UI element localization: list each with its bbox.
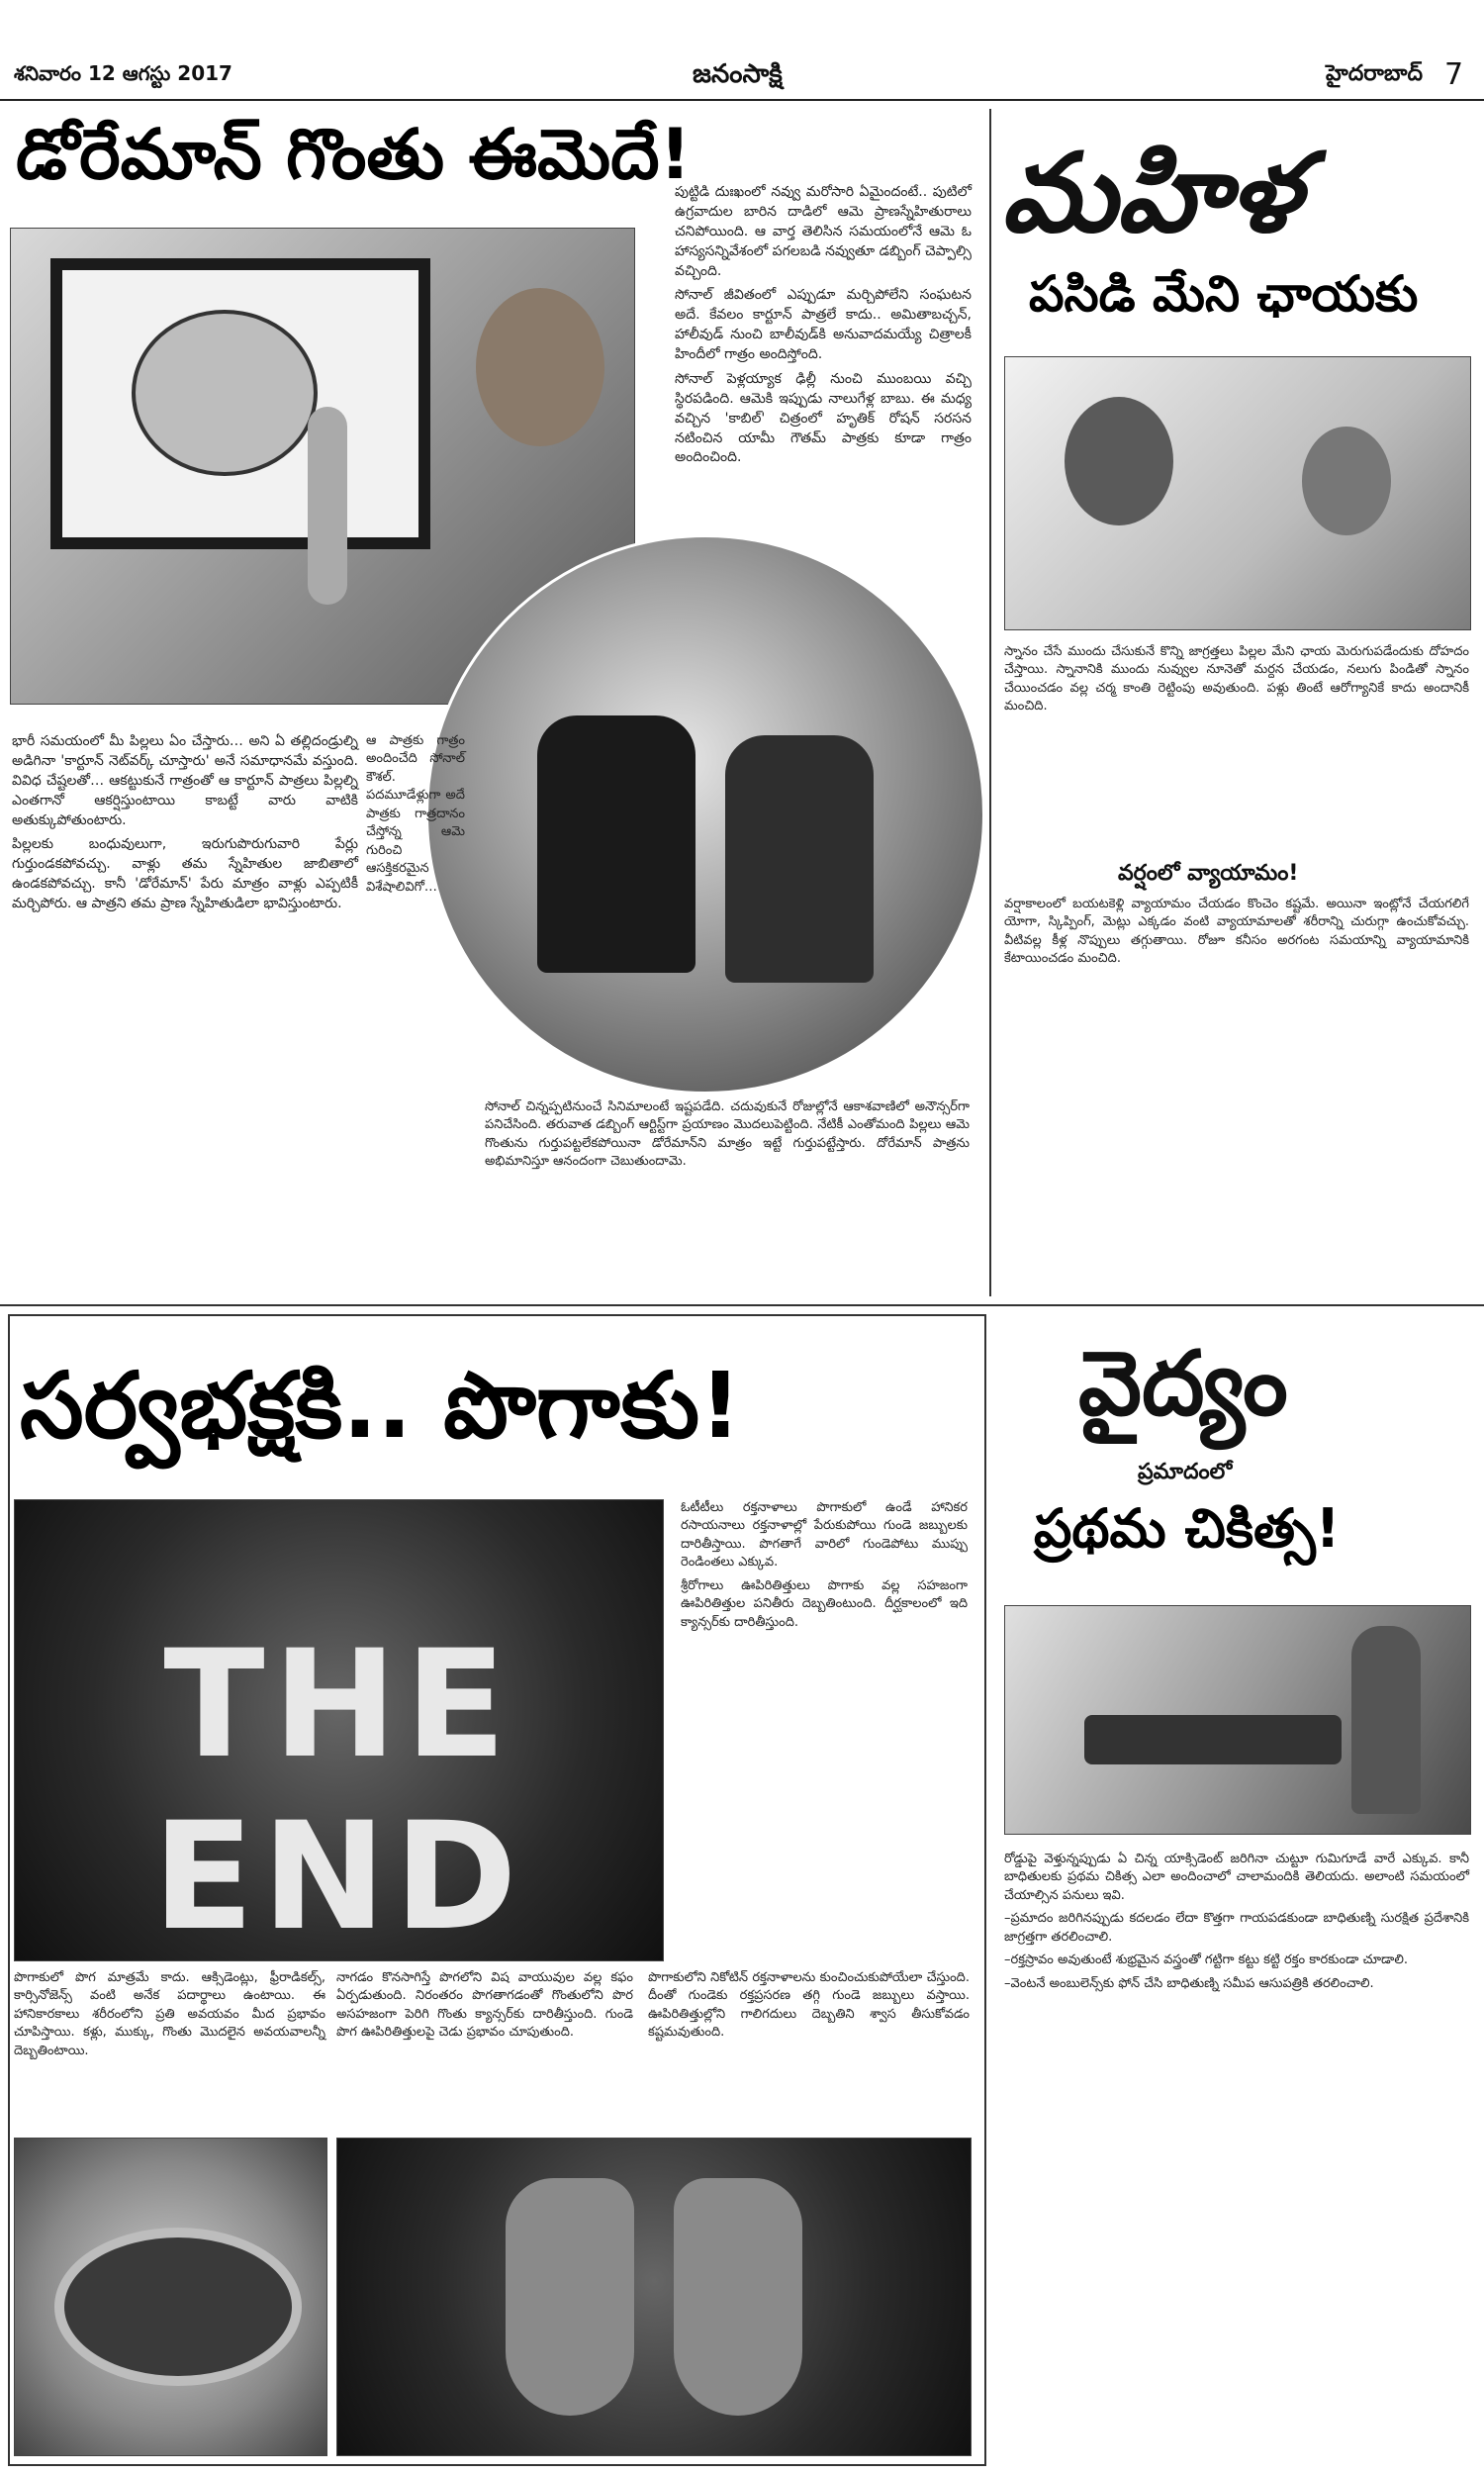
vaidyam-body-p3: –రక్తస్రావం అవుతుంటే శుభ్రమైన వస్త్రంతో గట్టిగా కట్టు కట్టి రక్తం కారకుండా చూడాలి. [1004, 1952, 1408, 1968]
tobacco-column-2: నాగడం కొనసాగిస్తే పొగలోని విష వాయువుల వల్ల కఫం ఏర్పడుతుంది. నిరంతరం పొగతాగడంతో గొంతులోని పొర అసహజంగా పెరిగి గొంతు క్యాన్సర్‌కు దారితీస్తుంది. గుండె పొగ ఊపిరితిత్తులపై చెడు ప్రభావం చూపుతుంది. [336, 1970, 633, 2041]
woman-face-image [476, 288, 604, 446]
mother-daughter-photo [1004, 356, 1471, 630]
mouth-cigarettes-photo [14, 2138, 327, 2456]
mother-image [1065, 397, 1173, 525]
lungs-xray-photo [336, 2138, 972, 2456]
column-divider [989, 109, 991, 1296]
vaidyam-body [1004, 1851, 1469, 1998]
vaidyam-logo: వైద్యం [1078, 1331, 1288, 1436]
vaidyam-body-p4: –వెంటనే అంబులెన్స్‌కు ఫోన్ చేసి బాధితుణ్ని సమీప ఆసుపత్రికి తరలించాలి. [1004, 1975, 1374, 1991]
vaidyam-body-p1: రోడ్డుపై వెళ్తున్నప్పుడు ఏ చిన్న యాక్సిడెంట్ జరిగినా చుట్టూ గుమిగూడే వారే ఎక్కువ. కానీ బాధితులకు ప్రథమ చికిత్స ఎలా అందించాలో చాలామందికి తెలియదు. అలాంటి సమయంలో చేయాల్సిన పనులు ఇవి. [1004, 1852, 1469, 1903]
cigarette-the-end-photo [14, 1499, 664, 1961]
doremon-column-3 [675, 183, 972, 473]
section-divider [0, 1304, 1484, 1306]
woman-figure-image [725, 735, 874, 983]
tobacco-side-p2: శ్రీరోగాలు ఊపిరితిత్తులు పొగాకు వల్ల సహజంగా ఊపిరితిత్తుల పనితీరు దెబ్బతింటుంది. దీర్ఘకాలంలో ఇది క్యాన్సర్‌కు దారితీస్తుంది. [681, 1577, 968, 1630]
tobacco-side-p1: ఓటీటీలు రక్తనాళాలు పొగాకులో ఉండే హానికర రసాయనాలు రక్తనాళాల్లో పేరుకుపోయి గుండె జబ్బులకు దారితీస్తాయి. పొగతాగే వారిలో గుండెపోటు ముప్పు రెండింతలు ఎక్కువ. [681, 1500, 968, 1571]
doremon-column-bottom [485, 1098, 970, 1177]
mouth-image [54, 2228, 302, 2386]
mahila-logo: మహిళ [1001, 129, 1301, 256]
edition-city: హైదరాబాద్ [1326, 61, 1423, 86]
doremon-intro-p1: భారీ సమయంలో మీ పిల్లలు ఏం చేస్తారు… అని ఏ తల్లిదండ్రుల్ని అడిగినా 'కార్టూన్ నెట్‌వర్క్ చూస్తారు' అనే సమాధానమే వస్తుంది. వివిధ చేష్టలతో… ఆకట్టుకునే గాత్రంతో ఆ కార్టూన్ పాత్రలు పిల్లల్ని ఎంతగానో ఆకర్షిస్తుంటాయి కాబట్టే వారు వాటికి అతుక్కుపోతుంటారు. [12, 733, 358, 828]
issue-date: శనివారం 12 ఆగస్టు 2017 [14, 61, 232, 85]
mahila-subtitle: పసిడి మేని ఛాయకు [1029, 265, 1419, 323]
stretcher-image [1084, 1715, 1342, 1764]
ambulance-stretcher-photo [1004, 1605, 1471, 1835]
man-figure-image [537, 715, 696, 973]
child-image [1302, 427, 1391, 535]
the-end-caption: THE END [152, 1619, 525, 1961]
doremon-mid-p: ఆ పాత్రకు గాత్రం అందించేది సోనాల్ కౌశల్. పదమూడేళ్లుగా అదే పాత్రకు గాత్రదానం చేస్తోన్న ఆమె గురించి ఆసక్తికరమైన విశేషాలివిగో… [366, 733, 465, 895]
paramedic-image [1351, 1626, 1421, 1814]
cartoon-icon [132, 310, 318, 476]
doremon-right-p3: సోనాల్ పెళ్లయ్యాక ఢిల్లీ నుంచి ముంబయి వచ్చి స్థిరపడింది. ఆమెకి ఇప్పుడు నాలుగేళ్ల బాబు. ఈ మధ్య వచ్చిన 'కాబిల్' చిత్రంలో హృతిక్ రోషన్ సరసన నటించిన యామీ గౌతమ్ పాత్రకు కూడా గాత్రం అందించింది. [675, 370, 972, 466]
vaidyam-subtitle: ప్రథమ చికిత్స! [1034, 1497, 1341, 1560]
tv-screen-image [50, 258, 430, 549]
exercise-body: వర్షాకాలంలో బయటకెళ్లి వ్యాయామం చేయడం కొంచెం కష్టమే. అయినా ఇంట్లోనే చేయగలిగే యోగా, స్కిప్పింగ్, మెట్లు ఎక్కడం వంటి వ్యాయామాలతో శరీరాన్ని చురుగ్గా ఉంచుకోవచ్చు. వీటివల్ల కీళ్ల నొప్పులు తగ్గుతాయి. రోజూ కనీసం అరగంట సమయాన్ని వ్యాయామానికి కేటాయించడం మంచిది. [1004, 897, 1469, 967]
doremon-column-1 [12, 732, 358, 919]
mahila-body: స్నానం చేసే ముందు చేసుకునే కొన్ని జాగ్రత్తలు పిల్లల మేని ఛాయ మెరుగుపడేందుకు దోహదం చేస్తాయి. స్నానానికి ముందు నువ్వుల నూనెతో మర్దన చేయడం, నలుగు పిండితో స్నానం చేయించడం వల్ల చర్మ కాంతి రెట్టింపు అవుతుంది. పళ్లు తింటే ఆరోగ్యానికే కాదు అందానికీ మంచిది. [1004, 644, 1469, 714]
page-number: 7 [1444, 57, 1464, 92]
vaidyam-body-p2: –ప్రమాదం జరిగినప్పుడు కదలడం లేదా కొత్తగా గాయపడకుండా బాధితుణ్ని సురక్షిత ప్రదేశానికి జాగ్రత్తగా తరలించాలి. [1004, 1911, 1469, 1945]
exercise-title: వర్షంలో వ్యాయామం! [1118, 861, 1299, 886]
tobacco-side-column [681, 1499, 968, 1637]
tobacco-headline: సర్వభక్షకి.. పొగాకు! [20, 1353, 742, 1459]
doremon-headline: డోరేమాన్ గొంతు ఈమెదే! [16, 114, 692, 195]
right-lung-image [674, 2178, 802, 2416]
tobacco-column-1: పొగాకులో పొగ మాత్రమే కాదు. ఆక్సిడెంట్లు, ఫ్రీరాడికల్స్, కార్సినోజెన్స్ వంటి అనేక పదార్థాలు ఉంటాయి. ఈ హానికారకాలు శరీరంలోని ప్రతి అవయవం మీద ప్రభావం చూపిస్తాయి. కళ్లు, ముక్కు, గొంతు మొదలైన అవయవాలన్నీ దెబ్బతింటాయి. [14, 1970, 325, 2058]
vaidyam-subtitle-small: ప్రమాదంలో [1138, 1460, 1233, 1484]
tobacco-column-3: పొగాకులోని నికోటిన్ రక్తనాళాలను కుంచించుకుపోయేలా చేస్తుంది. దీంతో గుండెకు రక్తప్రసరణ తగ్గి గుండె జబ్బులు వస్తాయి. ఊపిరితిత్తుల్లోని గాలిగదులు దెబ్బతిని శ్వాస తీసుకోవడం కష్టమవుతుంది. [648, 1970, 970, 2041]
doremon-right-p1: పుట్టిడి దుఃఖంలో నవ్వు మరోసారి ఏమైందంటే.. పుటిలో ఉగ్రవాదుల బారిన దాడిలో ఆమె ప్రాణస్నేహితురాలు చనిపోయింది. ఆ వార్త తెలిసిన సమయంలోనే ఆమె ఓ హాస్యసన్నివేశంలో పగలబడి నవ్వుతూ డబ్బింగ్ చెప్పాల్సి వచ్చింది. [675, 184, 972, 279]
page-header [0, 0, 1484, 101]
hrithik-sonal-circle-photo [425, 534, 985, 1095]
doremon-column-2 [366, 732, 465, 902]
doremon-right-p2: సోనాల్ జీవితంలో ఎప్పుడూ మర్చిపోలేని సంఘటన అదే. కేవలం కార్టూన్ పాత్రలే కాదు.. అమితాబచ్చన్, హాలీవుడ్ నుంచి బాలీవుడ్‌కి అనువాదమయ్యే చిత్రాలకీ హిందీలో గాత్రం అందిస్తోంది. [675, 287, 972, 362]
left-lung-image [506, 2178, 634, 2416]
doremon-bottom-p: సోనాల్ చిన్నప్పటినుంచే సినిమాలంటే ఇష్టపడేది. చదువుకునే రోజుల్లోనే ఆకాశవాణిలో అనౌన్సర్‌గా పనిచేసింది. తరువాత డబ్బింగ్ ఆర్టిస్ట్‌గా ప్రయాణం మొదలుపెట్టింది. నేటికీ ఎంతోమంది పిల్లలు ఆమె గొంతును గుర్తుపట్టలేకపోయినా డోరేమాన్‌ని మాత్రం ఇట్టే గుర్తుపట్టేస్తారు. దోరేమాన్ పాత్రను అభిమానిస్తూ ఆనందంగా చెబుతుందామె. [485, 1099, 970, 1170]
doremon-intro-p2: పిల్లలకు బంధువులుగా, ఇరుగుపొరుగువారి పేర్లు గుర్తుండకపోవచ్చు. వాళ్లు తమ స్నేహితుల జాబితాలో ఉండకపోవచ్చు. కానీ 'డోరేమాన్' పేరు మాత్రం వాళ్లు ఎప్పటికీ మర్చిపోరు. ఆ పాత్రని తమ ప్రాణ స్నేహితుడిలా భావిస్తుంటారు. [12, 836, 358, 911]
paper-logo: జనంసాక్షి [693, 59, 783, 89]
microphone-icon [308, 407, 347, 605]
